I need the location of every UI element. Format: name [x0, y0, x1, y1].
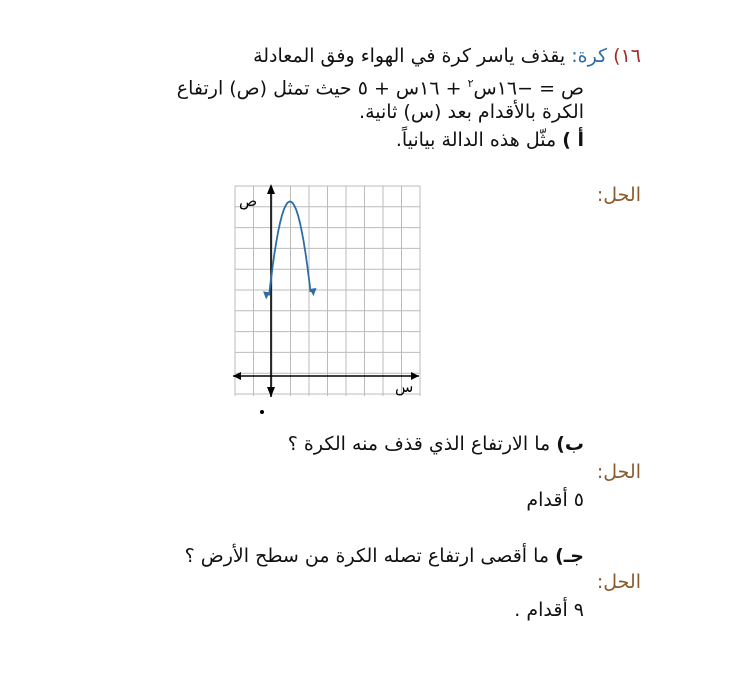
graph-grid: [235, 186, 420, 396]
part-c-text: ما أقصى ارتفاع تصله الكرة من سطح الأرض ؟: [184, 545, 550, 567]
part-b-text: ما الارتفاع الذي قذف منه الكرة ؟: [287, 433, 551, 455]
part-b-label: ب): [556, 433, 584, 455]
equation-exponent: ٢: [467, 77, 474, 90]
problem-line-2: [177, 72, 584, 100]
y-axis-arrow-down: [267, 387, 275, 397]
part-b-solution-label: الحل:: [596, 461, 641, 483]
problem-text-1: يقذف ياسر كرة في الهواء وفق المعادلة: [253, 45, 566, 67]
y-axis-label: ص: [239, 192, 258, 210]
parabola-graph: [225, 182, 425, 397]
problem-line-3: [359, 100, 584, 124]
problem-text-3: الكرة بالأقدام بعد (س) ثانية.: [359, 101, 584, 123]
part-a-label: أ ): [562, 129, 584, 151]
part-c-answer: ٩ أقدام .: [514, 599, 584, 621]
curve-arrow-right: [310, 288, 317, 296]
equation-suffix: + ١٦س + ٥ حيث تمثل (ص) ارتفاع: [176, 77, 468, 100]
problem-keyword: كرة:: [571, 45, 608, 67]
part-c-question: [185, 544, 584, 568]
x-axis-label: س: [395, 378, 414, 396]
part-c-solution-label: الحل:: [596, 571, 641, 593]
part-b-question: [288, 432, 584, 456]
part-b-answer: ٥ أقدام: [526, 489, 584, 511]
part-a-text: مثّل هذه الدالة بيانياً.: [395, 129, 557, 151]
problem-number: ١٦): [613, 45, 641, 67]
part-c-label: جـ): [555, 545, 584, 567]
stray-dot: [260, 410, 264, 414]
problem-line-1: [253, 44, 641, 68]
part-a-solution-label: الحل:: [596, 184, 641, 206]
part-a-question: [396, 128, 584, 152]
equation-prefix: ص = −١٦س: [473, 77, 584, 100]
curve-arrow-left: [263, 291, 270, 299]
